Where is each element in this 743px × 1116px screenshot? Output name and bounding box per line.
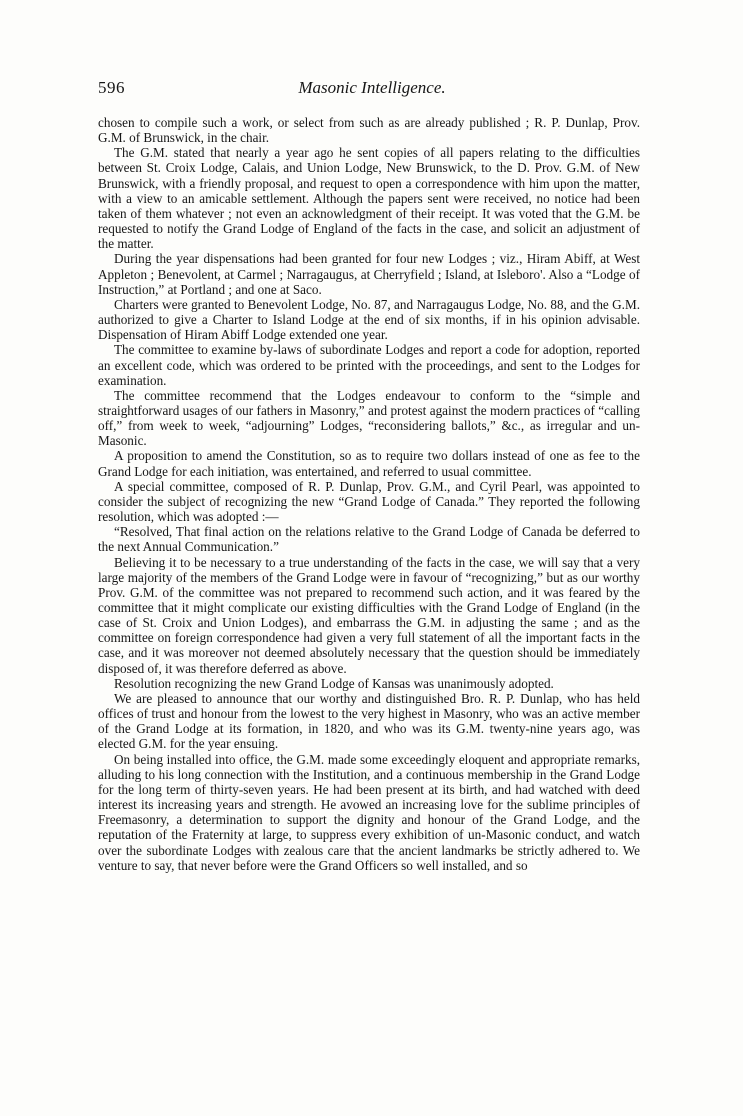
paragraph-constitution: A proposition to amend the Constitution, so as to require two dollars instead of one as fee to the Grand Lodge for each initiation, was entertained, and referred to usual committee.	[98, 448, 640, 479]
paragraph-continuation: chosen to compile such a work, or select from such as are already published ; R. P. Dunlap, Prov. G.M. of Brunswick, in the chair.	[98, 115, 640, 146]
page-header	[98, 78, 646, 100]
paragraph-announcement: We are pleased to announce that our worthy and distinguished Bro. R. P. Dunlap, who has held offices of trust and honour from the lowest to the very highest in Masonry, who was an active member of the Grand Lodge at its formation, in 1820, and who was its G.M. twenty-nine years ago, was elected G.M. for the year ensuing.	[98, 690, 640, 752]
paragraph-usages: The committee recommend that the Lodges endeavour to conform to the “simple and straightforward usages of our fathers in Masonry,” and protest against the modern practices of “calling off,” from week to week, “adjourning” Lodges, “reconsidering ballots,” &c., as irregular and un-Masonic.	[98, 387, 640, 449]
paragraph-resolution-quote: “Resolved, That final action on the relations relative to the Grand Lodge of Canada be deferred to the next Annual Communication.”	[98, 524, 640, 555]
paragraph-special-committee: A special committee, composed of R. P. Dunlap, Prov. G.M., and Cyril Pearl, was appointed to consider the subject of recognizing the new “Grand Lodge of Canada.” They reported the following resolution, which was adopted :—	[98, 478, 640, 525]
paragraph-dispensations: During the year dispensations had been granted for four new Lodges ; viz., Hiram Abiff, at West Appleton ; Benevolent, at Carmel ; Narragaugus, at Cherryfield ; Island, at Isleboro'. Also a “Lodge of Instruction,” at Portland ; and one at Saco.	[98, 251, 640, 297]
paragraph-charters: Charters were granted to Benevolent Lodge, No. 87, and Narragaugus Lodge, No. 88, and the G.M. authorized to give a Charter to Island Lodge at the end of six months, if in his opinion advisable. Dispensation of Hiram Abiff Lodge extended one year.	[98, 296, 640, 343]
page-number: 596	[98, 78, 125, 97]
paragraph-believing: Believing it to be necessary to a true understanding of the facts in the case, we will say that a very large majority of the members of the Grand Lodge were in favour of “recognizing,” but as our worthy Prov. G.M. of the committee was not prepared to recommend such action, and it was feared by the committee that it might complicate our existing difficulties with the Grand Lodge of England (in the case of St. Croix and Union Lodges), and embarrass the G.M. in adjusting the same ; and as the committee on foreign correspondence had given a very full statement of all the important facts in the case, and it was moreover not deemed absolutely necessary that the question should be immediately disposed of, it was therefore deferred as above.	[98, 554, 640, 676]
paragraph-by-laws: The committee to examine by-laws of subordinate Lodges and report a code for adoption, reported an excellent code, which was ordered to be printed with the proceedings, and sent to the Lodges for examination.	[98, 342, 640, 388]
paragraph-difficulties: The G.M. stated that nearly a year ago he sent copies of all papers relating to the difficulties between St. Croix Lodge, Calais, and Union Lodge, New Brunswick, to the D. Prov. G.M. of New Brunswick, with a friendly proposal, and request to open a correspondence with him upon the matter, with a view to an amicable settlement. Although the papers sent were received, no notice had been taken of them whatever ; not even an acknowledgment of their receipt. It was voted that the G.M. be requested to notify the Grand Lodge of England of the facts in the case, and solicit an adjustment of the matter.	[98, 145, 640, 252]
paragraph-kansas: Resolution recognizing the new Grand Lodge of Kansas was unanimously adopted.	[114, 675, 554, 691]
running-title: Masonic Intelligence.	[298, 78, 446, 97]
article-body	[98, 115, 640, 873]
paragraph-installation: On being installed into office, the G.M. made some exceedingly eloquent and appropriate remarks, alluding to his long connection with the Institution, and a continuous membership in the Grand Lodge for the long term of thirty-seven years. He had been present at its birth, and had watched with deed interest its increasing years and strength. He avowed an increasing love for the sublime principles of Freemasonry, a determination to support the dignity and honour of the Grand Lodge, and the reputation of the Fraternity at large, to suppress every exhibition of un-Masonic conduct, and watch over the subordinate Lodges with zealous care that the ancient landmarks be strictly adhered to. We venture to say, that never before were the Grand Officers so well installed, and so	[98, 751, 640, 873]
